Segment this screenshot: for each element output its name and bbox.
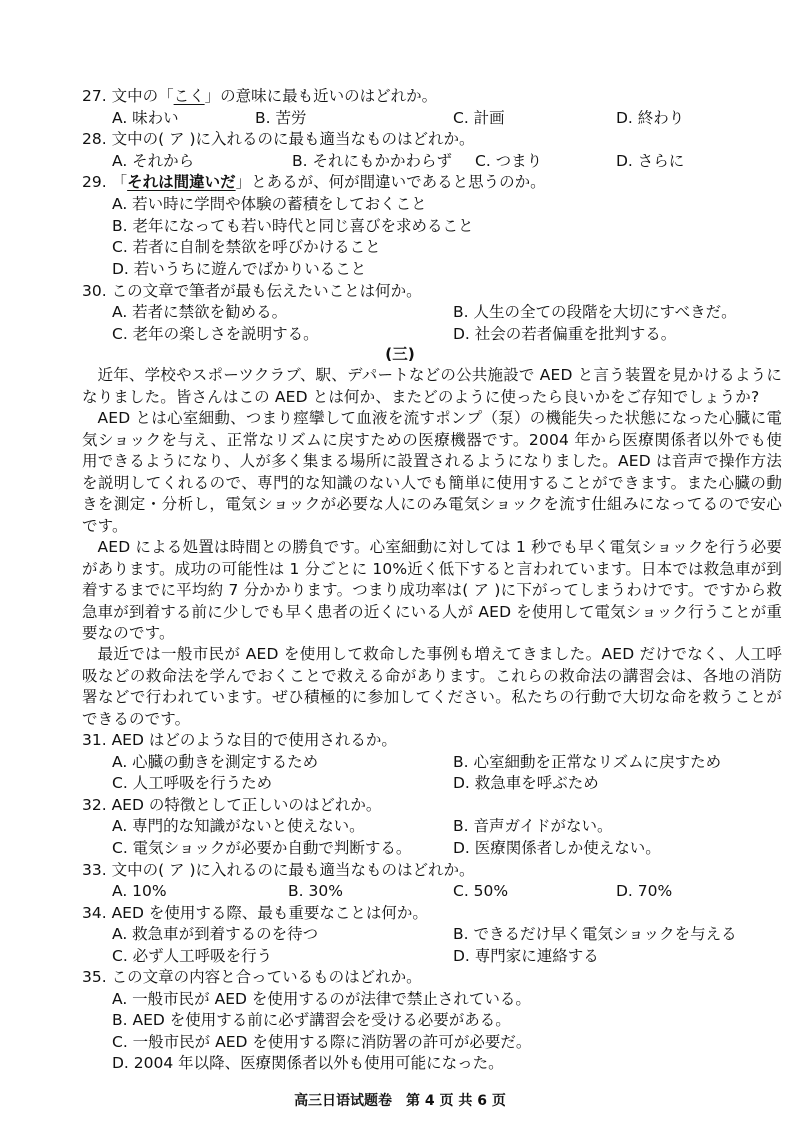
question-30: 30. この文章で筆者が最も伝えたいことは何か。 (82, 282, 422, 300)
option-31-b[interactable]: B. 心室細動を正常なリズムに戻すため (453, 753, 722, 771)
option-30-b[interactable]: B. 人生の全ての段階を大切にすべきだ。 (453, 303, 737, 321)
option-31-a[interactable]: A. 心臓の動きを測定するため (112, 753, 319, 771)
passage-paragraph-2: AED とは心室細動、つまり痙攣して血液を流すポンプ（泵）の機能失った状態になった心臓に電気ショックを与え、正常なリズムに戻すための医療機器です。2004 年から医療関係者以外でも使用できるようになり、人が多く集まる場所に設置されるようになりました。AED は音声で操作方法を説明してくれるので、専門的な知識のない人でも簡単に使用することができます。また心臓の動きを測定・分析し，電気ショックが必要な人にのみ電気ショックを流す仕組みになってるので安心です。 (82, 409, 782, 535)
option-27-b[interactable]: B. 苦労 (255, 109, 307, 127)
option-28-c[interactable]: C. つまり (475, 152, 543, 170)
passage-paragraph-4: 最近では一般市民が AED を使用して救命した事例も増えてきました。AED だけでなく、人工呼吸などの救命法を学んでおくことで救える命があります。これらの救命法の講習会は、各地の消防署などで行われています。ぜひ積極的に参加してください。私たちの行動で大切な命を救うことができるのです。 (82, 645, 782, 728)
page-footer: 高三日语试题卷 第 4 页 共 6 页 (294, 1093, 506, 1109)
question-29-phrase: それは間違いだ (127, 173, 236, 191)
option-28-b[interactable]: B. それにもかかわらず (292, 152, 452, 170)
option-28-d[interactable]: D. さらに (616, 152, 685, 170)
question-30-options-ab (112, 302, 792, 324)
option-29-d[interactable]: D. 若いうちに遊んでばかりいること (112, 260, 367, 278)
option-29-c[interactable]: C. 若者に自制を禁欲を呼びかけること (112, 238, 381, 256)
option-27-c[interactable]: C. 計画 (453, 109, 505, 127)
option-33-b[interactable]: B. 30% (288, 882, 343, 900)
question-27-number: 27. (82, 87, 107, 105)
question-27-options (112, 108, 792, 130)
question-32: 32. AED の特徴として正しいのはどれか。 (82, 796, 382, 814)
option-32-d[interactable]: D. 医療関係者しか使えない。 (453, 839, 661, 857)
option-27-a[interactable]: A. 味わい (112, 109, 179, 127)
option-35-b[interactable]: B. AED を使用する前に必ず講習会を受ける必要がある。 (112, 1011, 511, 1029)
option-32-c[interactable]: C. 電気ショックが必要か自動で判断する。 (112, 839, 412, 857)
option-34-a[interactable]: A. 救急車が到着するのを待つ (112, 925, 319, 943)
question-28-options (112, 151, 792, 173)
question-29-post: 」とあるが、何が間違いであると思うのか。 (235, 173, 546, 191)
passage-paragraph-1: 近年、学校やスポーツクラブ、駅、デパートなどの公共施設で AED と言う装置を見かけるようになりました。皆さんはこの AED とは何か、またどのように使ったら良いかをご存知でしょうか? (82, 366, 782, 406)
option-35-c[interactable]: C. 一般市民が AED を使用する際に消防署の許可が必要だ。 (112, 1033, 532, 1051)
question-32-options-ab (112, 816, 792, 838)
question-31-options-cd (112, 773, 792, 795)
question-32-options-cd (112, 838, 792, 860)
question-27-post: 」の意味に最も近いのはどれか。 (204, 87, 438, 105)
option-32-b[interactable]: B. 音声ガイドがない。 (453, 817, 613, 835)
question-31-options-ab (112, 752, 792, 774)
question-34: 34. AED を使用する際、最も重要なことは何か。 (82, 904, 428, 922)
question-27-pre: 文中の「 (111, 87, 174, 105)
option-33-a[interactable]: A. 10% (112, 882, 167, 900)
question-34-options-cd (112, 946, 792, 968)
option-31-d[interactable]: D. 救急車を呼ぶため (453, 774, 599, 792)
option-34-d[interactable]: D. 専門家に連絡する (453, 947, 599, 965)
option-34-c[interactable]: C. 必ず人工呼吸を行う (112, 947, 273, 965)
question-33-options (112, 881, 792, 903)
question-31: 31. AED はどのような目的で使用されるか。 (82, 731, 397, 749)
question-29-pre: 「 (111, 173, 128, 191)
option-29-a[interactable]: A. 若い時に学問や体験の蓄積をしておくこと (112, 195, 427, 213)
question-34-options-ab (112, 924, 792, 946)
question-28: 28. 文中の( ア )に入れるのに最も適当なものはどれか。 (82, 130, 475, 148)
option-35-a[interactable]: A. 一般市民が AED を使用するのが法律で禁止されている。 (112, 990, 531, 1008)
option-30-a[interactable]: A. 若者に禁欲を勧める。 (112, 303, 288, 321)
option-33-d[interactable]: D. 70% (616, 882, 673, 900)
section-title: (三) (385, 345, 415, 363)
passage-paragraph-3: AED による処置は時間との勝負です。心室細動に対しては 1 秒でも早く電気ショックを行う必要があります。成功の可能性は 1 分ごとに 10%近く低下すると言われています。日本では救急車が到着するまでに平均約 7 分かかります。つまり成功率は( ア )に下がってしまうわけです。ですから救急車が到着する前に少しでも早く患者の近くにいる人が AED を使用して電気ショック行うことが重要なのです。 (82, 538, 782, 642)
question-29-number: 29. (82, 173, 107, 191)
option-32-a[interactable]: A. 専門的な知識がないと使えない。 (112, 817, 365, 835)
question-35: 35. この文章の内容と合っているものはどれか。 (82, 968, 422, 986)
option-31-c[interactable]: C. 人工呼吸を行うため (112, 774, 273, 792)
option-35-d[interactable]: D. 2004 年以降、医療関係者以外も使用可能になった。 (112, 1054, 504, 1072)
option-33-c[interactable]: C. 50% (453, 882, 509, 900)
option-30-d[interactable]: D. 社会の若者偏重を批判する。 (453, 325, 677, 343)
question-27 (82, 86, 437, 108)
question-29 (82, 172, 546, 194)
question-30-options-cd (112, 324, 792, 346)
option-34-b[interactable]: B. できるだけ早く電気ショックを与える (453, 925, 737, 943)
option-30-c[interactable]: C. 老年の楽しさを説明する。 (112, 325, 319, 343)
option-29-b[interactable]: B. 老年になっても若い時代と同じ喜びを求めること (112, 217, 474, 235)
question-27-word: こく (173, 87, 205, 105)
option-27-d[interactable]: D. 終わり (616, 109, 685, 127)
question-33: 33. 文中の( ア )に入れるのに最も適当なものはどれか。 (82, 861, 475, 879)
option-28-a[interactable]: A. それから (112, 152, 195, 170)
